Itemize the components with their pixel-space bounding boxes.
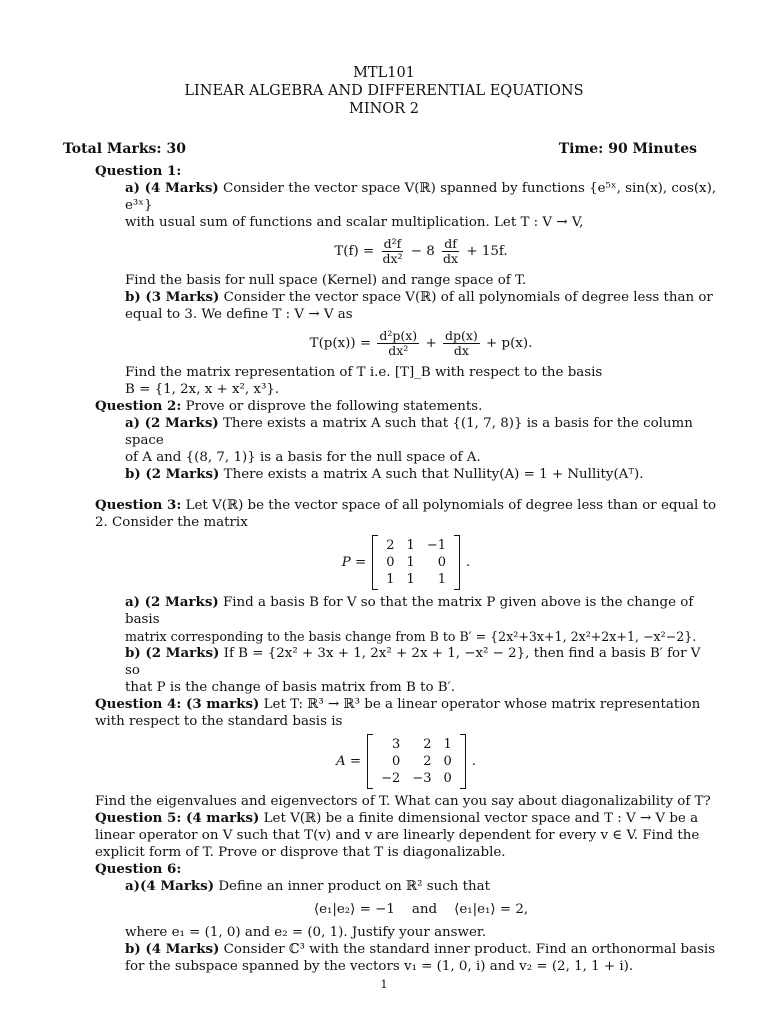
part-label: a) (2 Marks) [125,594,219,610]
question-text: linear operator on V such that T(v) and v are linearly dependent for every v ∈ V. Find the [95,828,700,843]
course-code: MTL101 [353,65,415,81]
question-text: 2. Consider the matrix [95,515,248,530]
fraction [443,329,480,358]
matrix-period: . [471,754,477,769]
matrix-cell: −1 [426,538,446,553]
numerator: df [444,236,457,251]
fraction [441,237,460,266]
course-title: LINEAR ALGEBRA AND DIFFERENTIAL EQUATIONS [184,83,584,99]
part-text: for the subspace spanned by the vectors v₁ = (1, 0, i) and v₂ = (2, 1, 1 + i). [125,959,634,974]
exam-header [0,64,768,118]
numerator: d²p(x) [379,328,418,343]
question-heading-line [95,810,717,827]
equation-lhs: T(p(x)) = [309,336,372,351]
part-text: Find the basis for null space (Kernel) and range space of T. [125,273,527,288]
question-5 [95,810,717,861]
fraction [377,329,419,358]
matrix-cell: 0 [443,754,452,769]
matrix-cell: 2 [423,737,432,752]
exam-content [95,163,717,975]
matrix-cell: 2 [386,538,395,553]
matrix-cell: 0 [437,555,446,570]
denominator: dx² [382,251,403,266]
part-a-text [125,415,717,449]
part-text: Consider the vector space V(ℝ) spanned by functions {e⁵ˣ, sin(x), cos(x), e³ˣ} [125,181,717,213]
part-b-text [125,466,717,483]
denominator: dx [443,251,459,266]
matrix-label: A = [335,754,362,769]
part-text: equal to 3. We define T : V → V as [125,307,353,322]
equation-term: + 15f. [466,244,508,259]
matrix-a [367,734,466,789]
equation-term: − 8 [410,244,435,259]
matrix-cell: 2 [423,754,432,769]
part-b-text [125,645,717,679]
matrix-row [375,770,458,787]
part-b-text [125,289,717,306]
question-heading-line [95,497,717,514]
part-b-text [125,941,717,958]
question-text: Let T: ℝ³ → ℝ³ be a linear operator whose matrix representation [263,697,701,712]
question-3 [95,497,717,696]
part-text: Find a basis B for V so that the matrix P given above is the change of basis [125,595,694,627]
part-text: There exists a matrix A such that Nullity(A) = 1 + Nullity(Aᵀ). [223,467,644,482]
matrix-row [380,571,452,588]
equation-lhs: T(f) = [334,244,375,259]
question-heading: Question 3: [95,497,182,513]
part-label: b) (4 Marks) [125,941,220,957]
matrix-cell: 0 [392,754,401,769]
part-text: matrix corresponding to the basis change from B to B′ = {2x²+3x+1, 2x²+2x+1, −x²−2}. [125,629,697,644]
page-number: 1 [380,978,388,991]
part-label: b) (3 Marks) [125,289,220,305]
matrix-row [380,537,452,554]
question-intro: Prove or disprove the following statements. [185,399,483,414]
numerator: dp(x) [444,328,478,343]
part-a-text [125,878,717,895]
matrix-cell: −2 [381,771,401,786]
part-text: that P is the change of basis matrix from B to B′. [125,680,455,695]
matrix-p [372,535,460,590]
question-text: Find the eigenvalues and eigenvectors of T. What can you say about diagonalizability of T? [95,794,711,809]
part-a-text [125,180,717,214]
exam-time: Time: 90 Minutes [558,141,697,157]
matrix-row [375,736,458,753]
equation [125,237,717,266]
part-text: of A and {(8, 7, 1)} is a basis for the null space of A. [125,450,481,465]
question-heading: Question 4: (3 marks) [95,696,260,712]
part-text: If B = {2x² + 3x + 1, 2x² + 2x + 1, −x² − 2}, then find a basis B′ for V so [125,646,701,678]
part-label: b) (2 Marks) [125,466,220,482]
question-heading: Question 1: [95,163,182,179]
question-text: explicit form of T. Prove or disprove that T is diagonalizable. [95,845,506,860]
spacer [95,483,717,497]
matrix-cell: 1 [406,538,415,553]
part-a-text [125,594,717,628]
question-4 [95,696,717,810]
matrix-cell: 1 [443,737,452,752]
numerator: d²f [383,236,402,251]
part-label: a) (4 Marks) [125,180,219,196]
part-text: with usual sum of functions and scalar multiplication. Let T : V → V, [125,215,584,230]
question-2 [95,398,717,483]
question-part [95,594,717,696]
part-text: Consider ℂ³ with the standard inner product. Find an orthonormal basis [223,942,716,957]
question-1 [95,163,717,398]
question-part [95,878,717,975]
matrix-cell: 0 [386,555,395,570]
question-heading: Question 5: (4 marks) [95,810,260,826]
total-marks: Total Marks: 30 [63,141,186,157]
matrix-row [380,554,452,571]
question-heading: Question 6: [95,861,182,877]
matrix-row [375,753,458,770]
part-text: where e₁ = (1, 0) and e₂ = (0, 1). Justify your answer. [125,925,487,940]
question-part [95,415,717,483]
question-part [95,180,717,398]
question-heading-line [95,696,717,713]
exam-name: MINOR 2 [349,101,419,117]
matrix-cell: 1 [386,572,395,587]
matrix-cell: 0 [443,771,452,786]
matrix-block [95,734,717,789]
fraction [380,237,404,266]
matrix-cell: 1 [437,572,446,587]
matrix-cell: 3 [392,737,401,752]
denominator: dx [453,343,469,358]
equation [125,329,717,358]
equation-term: + [425,336,437,351]
matrix-block [95,535,717,590]
matrix-period: . [465,555,471,570]
part-text: Find the matrix representation of T i.e. [T]_B with respect to the basis [125,365,603,380]
part-label: a)(4 Marks) [125,878,215,894]
part-label: a) (2 Marks) [125,415,219,431]
matrix-label: P = [341,555,367,570]
matrix-cell: 1 [406,572,415,587]
exam-meta [63,141,697,158]
matrix-cell: 1 [406,555,415,570]
question-heading-line [95,398,717,415]
question-6 [95,861,717,975]
part-text: Consider the vector space V(ℝ) of all polynomials of degree less than or [223,290,713,305]
question-heading: Question 2: [95,398,182,414]
question-text: Let V(ℝ) be a finite dimensional vector space and T : V → V be a [263,811,699,826]
matrix-cell: −3 [412,771,432,786]
part-text: There exists a matrix A such that {(1, 7, 8)} is a basis for the column space [125,416,693,448]
denominator: dx² [388,343,409,358]
part-label: b) (2 Marks) [125,645,220,661]
question-text: Let V(ℝ) be the vector space of all polynomials of degree less than or equal to [185,498,717,513]
equation: ⟨e₁|e₂⟩ = −1 and ⟨e₁|e₁⟩ = 2, [313,902,529,917]
part-text: Define an inner product on ℝ² such that [218,879,490,894]
equation-term: + p(x). [486,336,533,351]
part-text: B = {1, 2x, x + x², x³}. [125,382,280,397]
question-text: with respect to the standard basis is [95,714,343,729]
